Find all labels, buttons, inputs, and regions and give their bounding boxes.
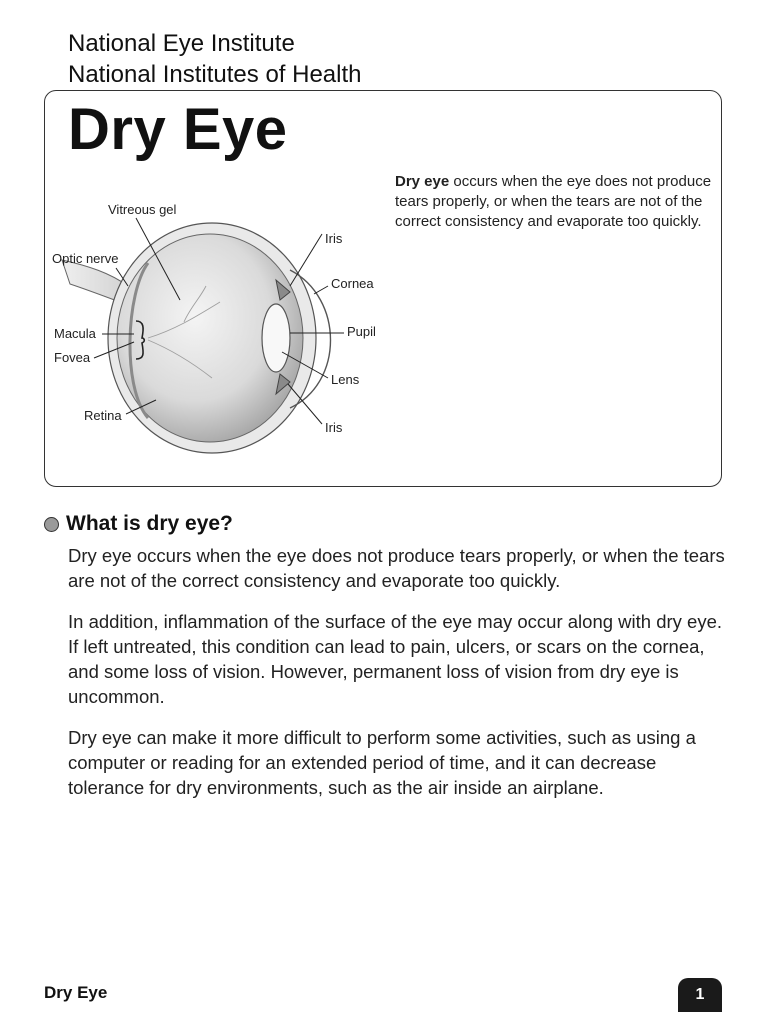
header-parent-org: National Institutes of Health bbox=[68, 61, 362, 88]
section-header bbox=[44, 510, 233, 538]
header-institute: National Eye Institute bbox=[68, 30, 295, 57]
intro-definition bbox=[395, 172, 720, 232]
intro-term: Dry eye bbox=[395, 173, 450, 190]
page-title: Dry Eye bbox=[68, 97, 288, 162]
label-iris-bottom: Iris bbox=[325, 420, 343, 435]
footer-title: Dry Eye bbox=[44, 983, 108, 1002]
label-vitreous-gel: Vitreous gel bbox=[108, 202, 177, 217]
label-macula: Macula bbox=[54, 326, 96, 341]
header bbox=[68, 28, 362, 90]
label-fovea: Fovea bbox=[54, 350, 91, 365]
section-body bbox=[68, 543, 728, 816]
page-number: 1 bbox=[678, 978, 722, 1012]
paragraph: In addition, inflammation of the surface of the eye may occur along with dry eye. If left untreated, this condition can lead to pain, ulcers, or scars on the cornea, and some loss of vision. However, permanent loss of vision from dry eye is uncommon. bbox=[68, 611, 723, 707]
label-iris-top: Iris bbox=[325, 231, 343, 246]
label-cornea: Cornea bbox=[331, 276, 374, 291]
label-optic-nerve: Optic nerve bbox=[52, 251, 119, 266]
intro-text: occurs when the eye does not produce tears properly, or when the tears are not of the correct consistency and evaporate too quickly. bbox=[395, 173, 712, 230]
section-title: What is dry eye? bbox=[66, 512, 233, 535]
paragraph: Dry eye can make it more difficult to perform some activities, such as using a computer or reading for an extended period of time, and it can decrease tolerance for dry environments, such as the air inside an airplane. bbox=[68, 727, 696, 798]
label-retina: Retina bbox=[84, 408, 122, 423]
label-lens: Lens bbox=[331, 372, 360, 387]
label-pupil: Pupil bbox=[347, 324, 376, 339]
eye-anatomy-diagram bbox=[44, 168, 390, 474]
lens-shape bbox=[262, 304, 290, 372]
paragraph: Dry eye occurs when the eye does not produce tears properly, or when the tears are not of the correct consistency and evaporate too quickly. bbox=[68, 545, 725, 591]
bullet-icon bbox=[44, 517, 59, 532]
